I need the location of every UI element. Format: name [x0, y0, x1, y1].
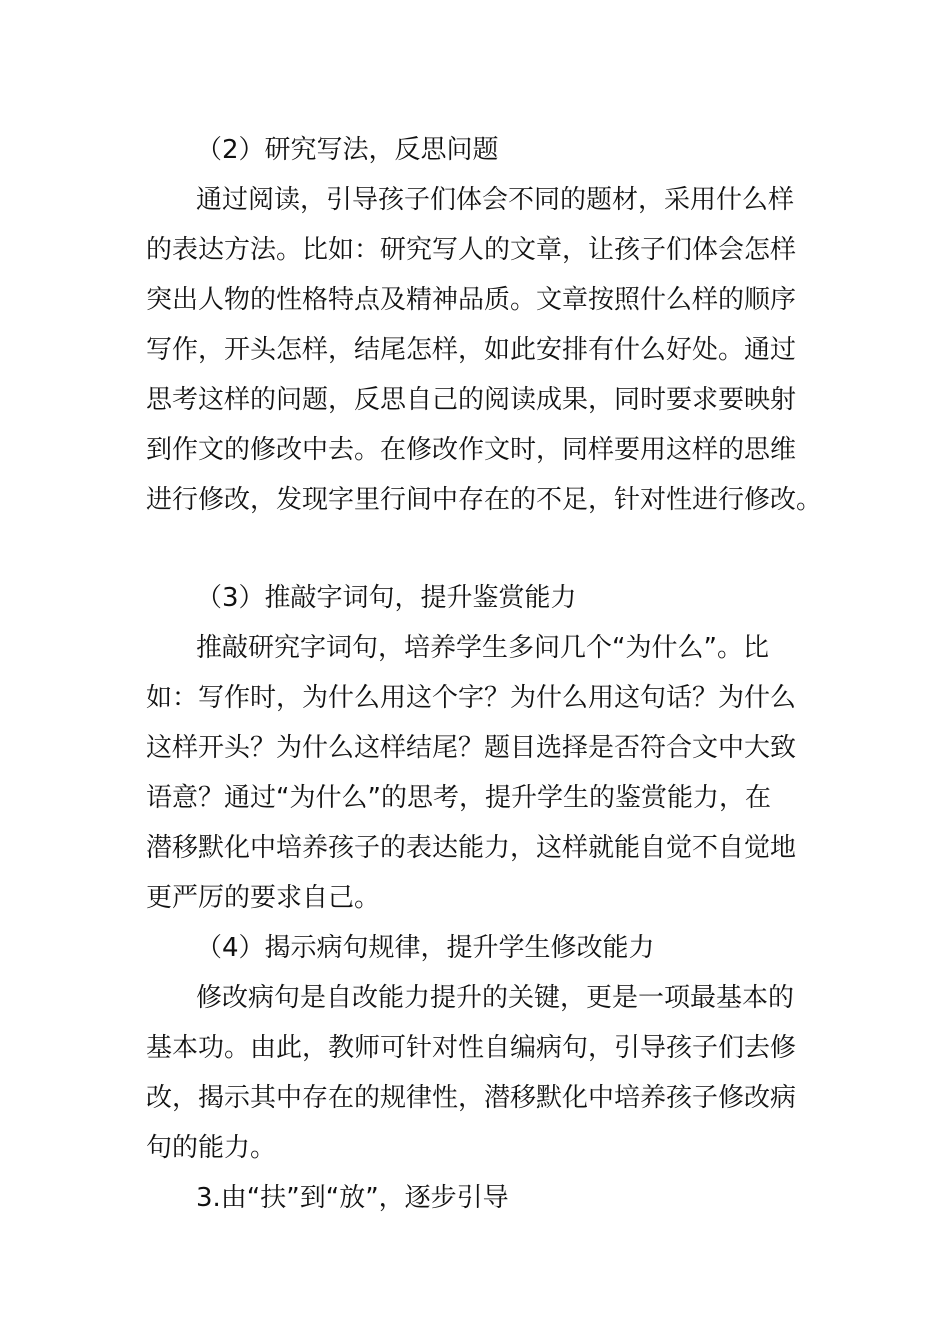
section-2-line-2: 的表达方法。比如：研究写人的文章，让孩子们体会怎样 — [146, 235, 797, 265]
section-2-line-5: 思考这样的问题，反思自己的阅读成果，同时要求要映射 — [146, 385, 797, 415]
section-2-heading: （2）研究写法，反思问题 — [196, 135, 499, 165]
section-4-heading: （4）揭示病句规律，提升学生修改能力 — [196, 933, 655, 963]
section-3-line-4: 语意？通过“为什么”的思考，提升学生的鉴赏能力，在 — [146, 783, 771, 813]
section-3-main-heading: 3.由“扶”到“放”，逐步引导 — [196, 1183, 509, 1213]
section-3-line-1: 推敲研究字词句，培养学生多问几个“为什么”。比 — [196, 633, 769, 663]
section-2-line-3: 突出人物的性格特点及精神品质。文章按照什么样的顺序 — [146, 285, 797, 315]
section-4-line-2: 基本功。由此，教师可针对性自编病句，引导孩子们去修 — [146, 1033, 797, 1063]
section-3-line-3: 这样开头？为什么这样结尾？题目选择是否符合文中大致 — [146, 733, 797, 763]
section-4-line-3: 改，揭示其中存在的规律性，潜移默化中培养孩子修改病 — [146, 1083, 797, 1113]
section-3-line-2: 如：写作时，为什么用这个字？为什么用这句话？为什么 — [146, 683, 797, 713]
section-2-line-1: 通过阅读，引导孩子们体会不同的题材，采用什么样 — [196, 185, 795, 215]
section-2-line-6: 到作文的修改中去。在修改作文时，同样要用这样的思维 — [146, 435, 797, 465]
section-3-heading: （3）推敲字词句，提升鉴赏能力 — [196, 583, 577, 613]
section-4-line-1: 修改病句是自改能力提升的关键，更是一项最基本的 — [196, 983, 795, 1013]
section-3-line-6: 更严厉的要求自己。 — [146, 883, 381, 913]
section-4-line-4: 句的能力。 — [146, 1133, 277, 1163]
section-3-line-5: 潜移默化中培养孩子的表达能力，这样就能自觉不自觉地 — [146, 833, 797, 863]
section-2-line-4: 写作，开头怎样，结尾怎样，如此安排有什么好处。通过 — [146, 335, 797, 365]
section-2-line-7: 进行修改，发现字里行间中存在的不足，针对性进行修改。 — [146, 485, 823, 515]
